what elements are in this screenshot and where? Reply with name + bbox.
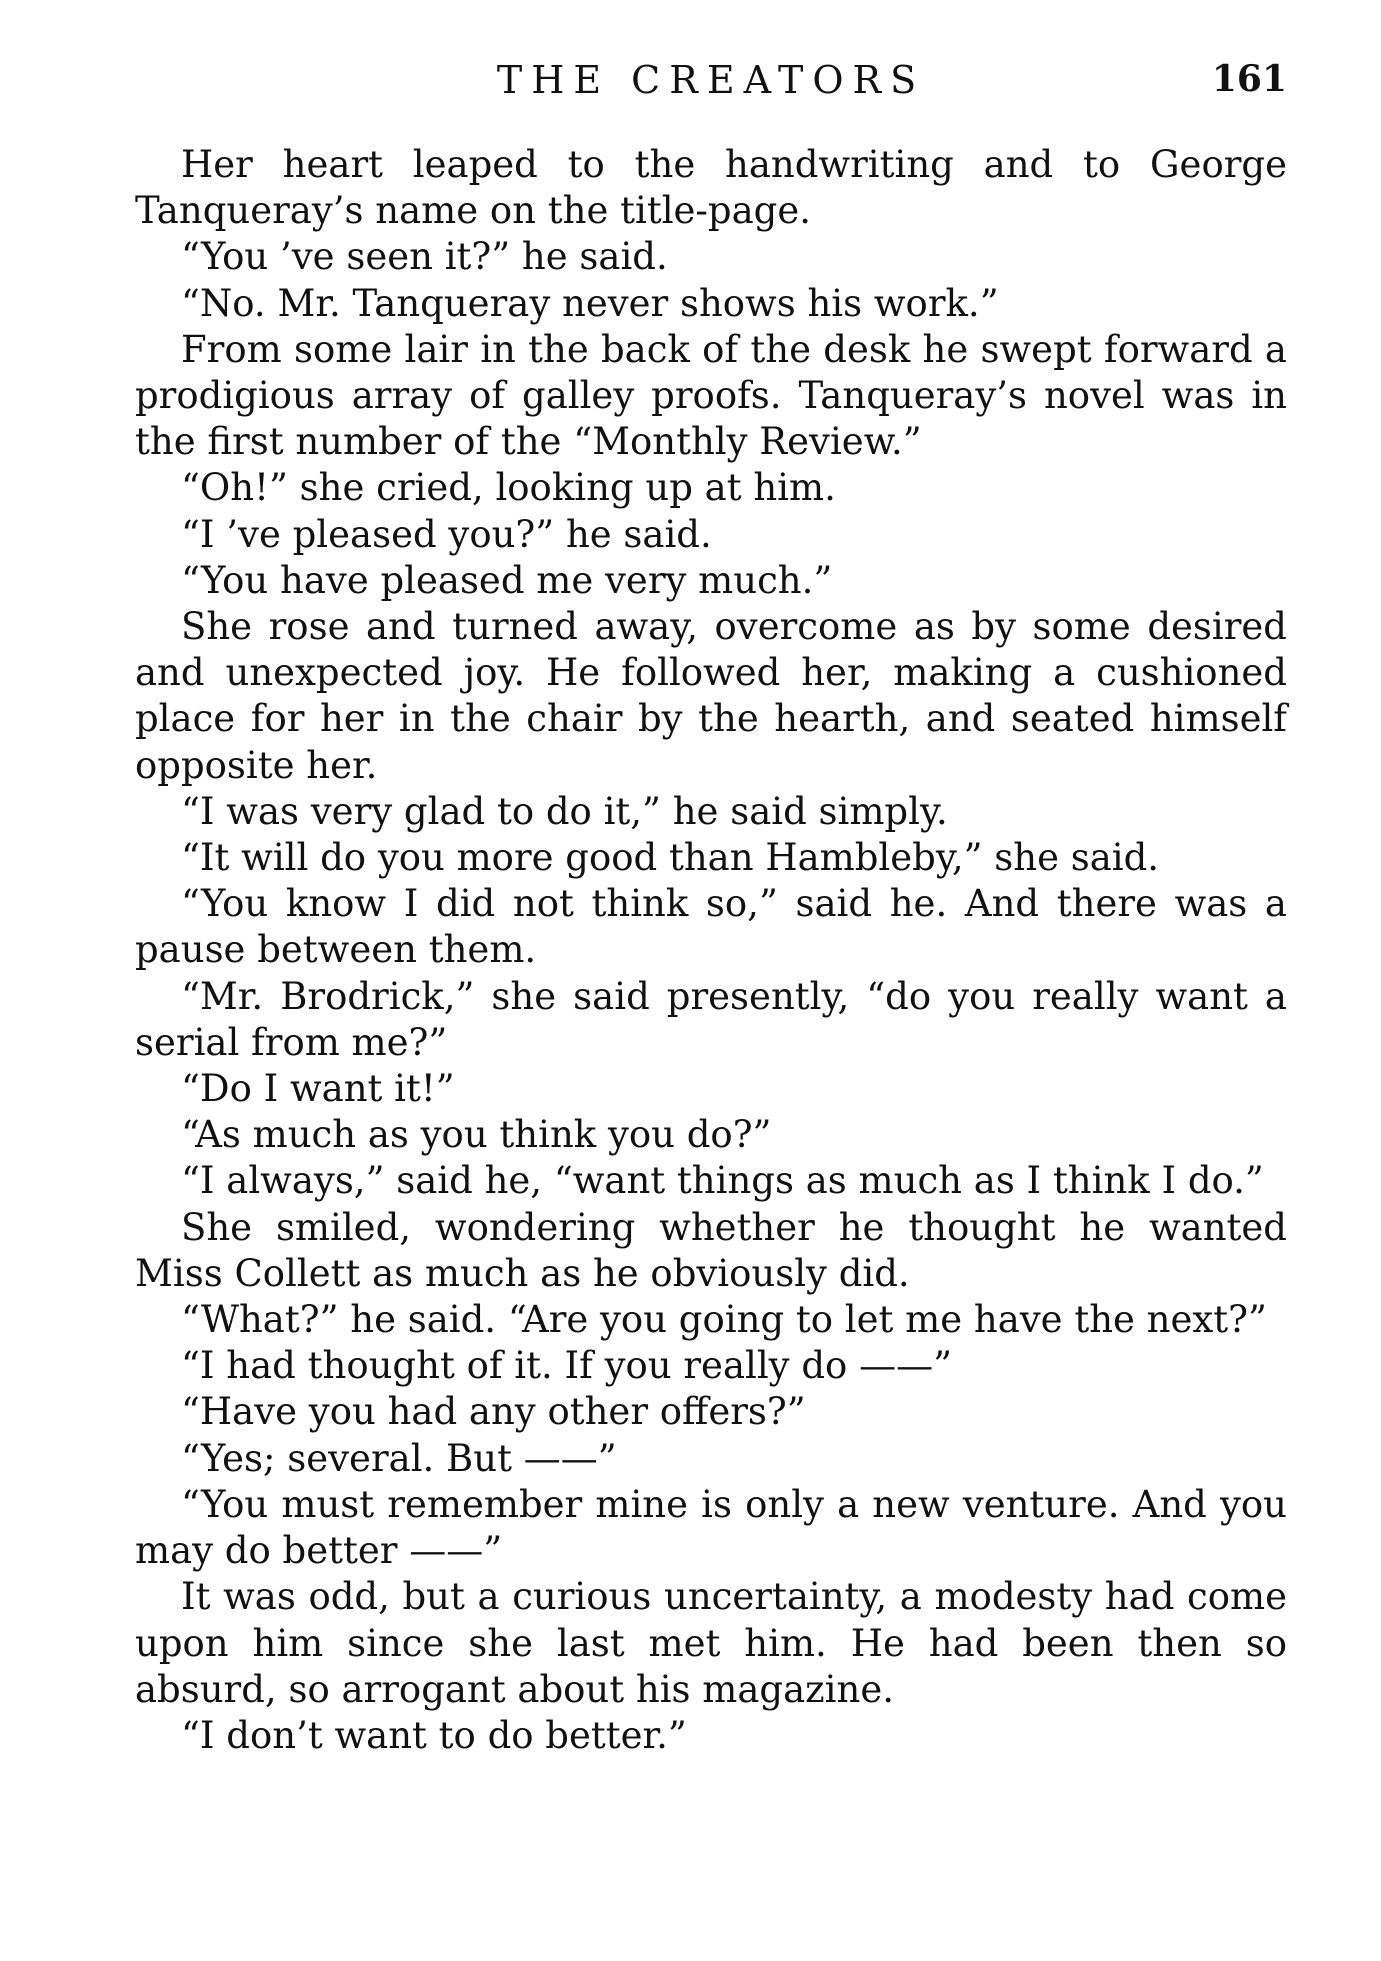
paragraph: “You have pleased me very much.” bbox=[181, 558, 833, 602]
paragraph: “I was very glad to do it,” he said simply. bbox=[181, 789, 948, 833]
paragraph: “You ’ve seen it?” he said. bbox=[181, 235, 668, 279]
paragraph: She smiled, wondering whether he thought he wanted Miss Collett as much as he obviously did. bbox=[135, 1205, 1287, 1295]
paragraph: “As much as you think you do?” bbox=[181, 1113, 772, 1157]
paragraph: “Do I want it!” bbox=[181, 1067, 455, 1111]
paragraph: She rose and turned away, overcome as by some desired and unexpected joy. He followed her, making a cushioned place for her in the chair by the hearth, and seated himself opposite her. bbox=[135, 605, 1287, 787]
paragraph: “No. Mr. Tanqueray never shows his work.” bbox=[181, 281, 999, 325]
paragraph: “What?” he said. “Are you going to let me have the next?” bbox=[181, 1298, 1267, 1342]
paragraph: “I don’t want to do better.” bbox=[181, 1713, 687, 1757]
paragraph: “Mr. Brodrick,” she said presently, “do you really want a serial from me?” bbox=[135, 974, 1287, 1064]
paragraph: From some lair in the back of the desk he swept forward a prodigious array of galley proofs. Tanqueray’s novel was in the first number of the “Monthly Review.” bbox=[135, 327, 1287, 464]
paragraph: “You must remember mine is only a new venture. And you may do better ——” bbox=[135, 1482, 1287, 1573]
paragraph: “I ’ve pleased you?” he said. bbox=[181, 512, 712, 556]
body-text bbox=[135, 142, 1287, 1759]
paragraph: “Yes; several. But ——” bbox=[181, 1436, 617, 1480]
paragraph: “Have you had any other offers?” bbox=[181, 1390, 806, 1434]
paragraph: It was odd, but a curious uncertainty, a modesty had come upon him since she last met him. He had been then so absurd, so arrogant about his magazine. bbox=[135, 1575, 1287, 1711]
running-title: THE CREATORS bbox=[496, 58, 926, 102]
paragraph: Her heart leaped to the handwriting and to George Tanqueray’s name on the title-page. bbox=[135, 143, 1287, 233]
page-number: 161 bbox=[1211, 58, 1287, 100]
paragraph: “You know I did not think so,” said he. And there was a pause between them. bbox=[135, 882, 1287, 972]
paragraph: “I always,” said he, “want things as much as I think I do.” bbox=[181, 1159, 1264, 1203]
paragraph: “It will do you more good than Hambleby,” she said. bbox=[181, 836, 1160, 880]
paragraph: “I had thought of it. If you really do ——” bbox=[181, 1344, 952, 1388]
page-header bbox=[135, 58, 1287, 118]
paragraph: “Oh!” she cried, looking up at him. bbox=[181, 466, 836, 510]
